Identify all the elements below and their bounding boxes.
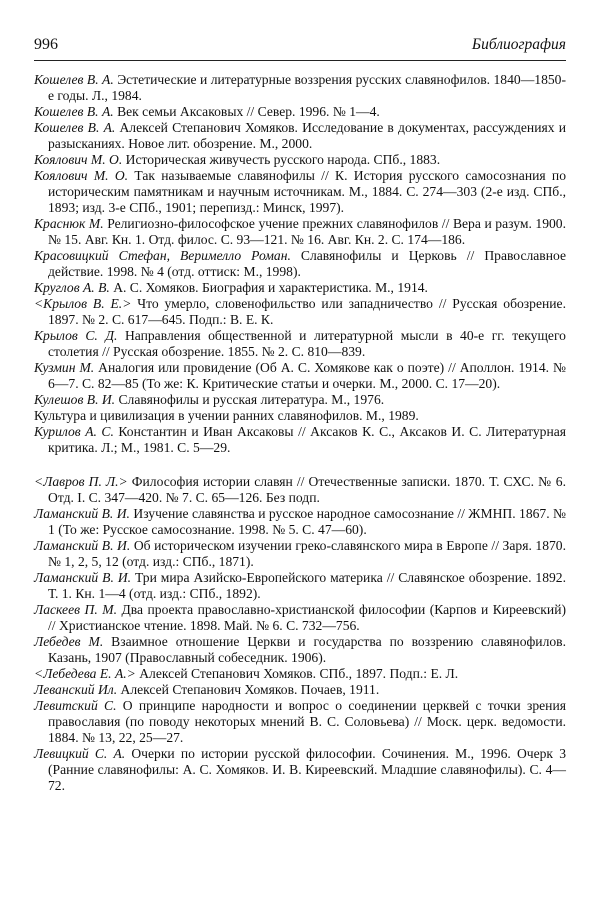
entry-text: Так называемые славянофилы // К. История русского самосознания по историческим памятникам и научным источникам. М., 1884. С. 274—303 (2-е изд. СПб., 1893; изд. 3-е СПб., 1901; перепизд.: Минск, 1997). xyxy=(48,168,566,215)
entry-text: Что умерло, словенофильство или западничество // Русская обозрение. 1897. № 2. С. 617—645. Подп.: В. Е. К. xyxy=(48,296,566,327)
running-title: Библиография xyxy=(471,36,566,53)
entry-author: Курилов А. С. xyxy=(34,424,114,439)
entry-text: А. С. Хомяков. Биография и характеристика. М., 1914. xyxy=(109,280,428,295)
bibliography-entry xyxy=(34,570,566,602)
entry-text: Алексей Степанович Хомяков. Почаев, 1911. xyxy=(117,682,380,697)
bibliography-entry xyxy=(34,392,566,408)
bibliography-entry xyxy=(34,634,566,666)
entry-text: Славянофилы и Церковь // Православное действие. 1998. № 4 (отд. оттиск: М., 1998). xyxy=(48,248,566,279)
bibliography-entry xyxy=(34,408,566,424)
entry-text: Историческая живучесть русского народа. СПб., 1883. xyxy=(122,152,441,167)
bibliography-entry xyxy=(34,168,566,216)
entry-text: О принципе народности и вопрос о соединении церквей с точки зрения православия (по поводу некоторых мнений В. С. Соловьева) // Моск. церк. ведомости. 1884. № 13, 22, 25—27. xyxy=(48,698,566,745)
bibliography-entry xyxy=(34,120,566,152)
entry-text: Об историческом изучении греко-славянского мира в Европе // Заря. 1870. № 1, 2, 5, 12 (отд. изд.: СПб., 1871). xyxy=(48,538,566,569)
entry-text: Аналогия или провидение (Об А. С. Хомякове как о поэте) // Аполлон. 1914. № 6—7. С. 82—85 (То же: К. Критические статьи и очерки. М., 2000. С. 17—20). xyxy=(48,360,566,391)
entry-author: Кошелев В. А. xyxy=(34,72,114,87)
entry-author: Кошелев В. А. xyxy=(34,104,114,119)
bibliography-entry xyxy=(34,152,566,168)
entry-author: Кузмин М. xyxy=(34,360,95,375)
entry-author: Коялович М. О. xyxy=(34,152,123,167)
bibliography-entry xyxy=(34,424,566,456)
entry-text: Очерки по истории русской философии. Сочинения. М., 1996. Очерк 3 (Ранние славянофилы: А. С. Хомяков. И. В. Киреевский. Младшие славянофилы). С. 4—72. xyxy=(48,746,566,793)
page-number: 996 xyxy=(34,36,58,53)
entry-author: <Лавров П. Л.> xyxy=(34,474,128,489)
bibliography-entry xyxy=(34,682,566,698)
book-page xyxy=(34,30,567,793)
page-header xyxy=(34,30,566,56)
entry-text: Религиозно-философское учение прежних славянофилов // Вера и разум. 1900. № 15. Авг. Кн. 1. Отд. филос. С. 93—121. № 16. Авг. Кн. 2. С. 174—186. xyxy=(48,216,567,247)
bibliography-entry xyxy=(34,104,566,120)
bibliography-entry xyxy=(34,328,566,360)
entry-author: Ламанский В. И. xyxy=(34,506,130,521)
bibliography-entry xyxy=(34,666,566,682)
bibliography-entry xyxy=(34,698,566,746)
group-separator xyxy=(34,456,566,474)
entry-author: Коялович М. О. xyxy=(34,168,129,183)
entry-text: Эстетические и литературные воззрения русских славянофилов. 1840—1850-е годы. Л., 1984. xyxy=(48,72,567,103)
bibliography-entry xyxy=(34,538,566,570)
entry-text: Алексей Степанович Хомяков. Исследование в документах, рассуждениях и разысканиях. Новое лит. обозрение. М., 2000. xyxy=(48,120,566,151)
entry-author: Лебедев М. xyxy=(34,634,104,649)
bibliography-list xyxy=(34,72,566,794)
bibliography-group-k xyxy=(34,72,566,456)
entry-text: Философия истории славян // Отечественные записки. 1870. Т. СХС. № 6. Отд. I. С. 347—420. № 7. С. 65—126. Без подп. xyxy=(48,474,566,505)
entry-author: <Крылов В. Е.> xyxy=(34,296,132,311)
entry-text: Направления общественной и литературной мысли в 40-е гг. текущего столетия // Русская обозрение. 1855. № 2. С. 810—839. xyxy=(48,328,566,359)
bibliography-entry xyxy=(34,280,566,296)
entry-author: Краснюк М. xyxy=(34,216,104,231)
entry-author: Левицкий С. А. xyxy=(34,746,126,761)
entry-text: Взаимное отношение Церкви и государства по воззрению славянофилов. Казань, 1907 (Православный собеседник. 1906). xyxy=(48,634,566,665)
bibliography-entry xyxy=(34,296,566,328)
entry-text: Алексей Степанович Хомяков. СПб., 1897. Подп.: Е. Л. xyxy=(135,666,459,681)
entry-text: Три мира Азийско-Европейского материка // Славянское обозрение. 1892. Т. 1. Кн. 1—4 (отд. изд.: СПб., 1892). xyxy=(48,570,566,601)
entry-text: Изучение славянства и русское народное самосознание // ЖМНП. 1867. № 1 (То же: Русское самосознание. 1998. № 5. С. 47—60). xyxy=(48,506,566,537)
entry-text: Славянофилы и русская литература. М., 1976. xyxy=(115,392,385,407)
entry-author: <Лебедева Е. А.> xyxy=(34,666,136,681)
bibliography-entry xyxy=(34,248,566,280)
bibliography-entry xyxy=(34,602,566,634)
entry-author: Крылов С. Д. xyxy=(34,328,118,343)
bibliography-entry xyxy=(34,72,566,104)
bibliography-group-l xyxy=(34,474,566,794)
entry-author: Красовицкий Стефан, Веримелло Роман. xyxy=(34,248,291,263)
entry-author: Кулешов В. И. xyxy=(34,392,116,407)
entry-text: Константин и Иван Аксаковы // Аксаков К. С., Аксаков И. С. Литературная критика. Л.; М., 1981. С. 5—29. xyxy=(48,424,566,455)
entry-author: Круглов А. В. xyxy=(34,280,110,295)
entry-author: Кошелев В. А. xyxy=(34,120,116,135)
entry-text: Культура и цивилизация в учении ранних славянофилов. М., 1989. xyxy=(34,408,419,423)
bibliography-entry xyxy=(34,474,566,506)
entry-text: Два проекта православно-христианской философии (Карпов и Киреевский) // Христианское чтение. 1898. Май. № 6. С. 732—756. xyxy=(48,602,566,633)
bibliography-entry xyxy=(34,216,566,248)
entry-author: Ламанский В. И. xyxy=(34,570,132,585)
entry-author: Леванский Ил. xyxy=(34,682,118,697)
bibliography-entry xyxy=(34,746,566,794)
bibliography-entry xyxy=(34,506,566,538)
header-rule xyxy=(34,60,566,61)
bibliography-entry xyxy=(34,360,566,392)
entry-author: Ласкеев П. М. xyxy=(34,602,117,617)
entry-author: Ламанский В. И. xyxy=(34,538,131,553)
entry-author: Левитский С. xyxy=(34,698,117,713)
entry-text: Век семьи Аксаковых // Север. 1996. № 1—4. xyxy=(113,104,380,119)
